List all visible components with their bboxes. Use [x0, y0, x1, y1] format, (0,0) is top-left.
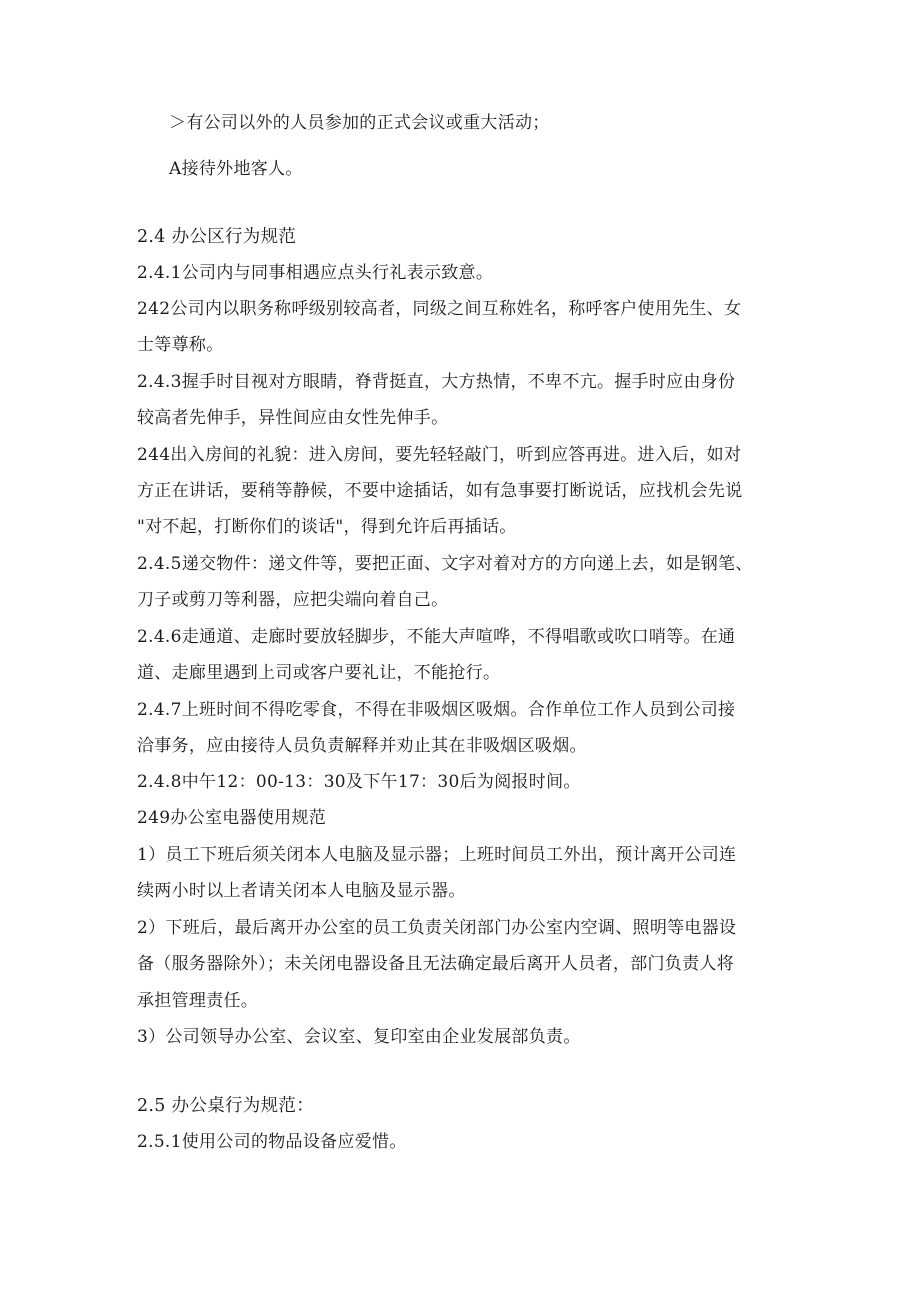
paragraph-line: 道、走廊里遇到上司或客户要礼让，不能抢行。 — [137, 663, 501, 683]
paragraph-line: 2.4.6走通道、走廊时要放轻脚步，不能大声喧哗，不得唱歌或吹口哨等。在通 — [137, 627, 736, 647]
intro-bullet-2: A接待外地客人。 — [169, 159, 303, 179]
paragraph-line: 刀子或剪刀等利器，应把尖端向着自己。 — [137, 590, 449, 610]
paragraph-line: 备（服务器除外）；未关闭电器设备且无法确定最后离开人员者，部门负责人将 — [137, 954, 734, 974]
paragraph-line: 洽事务，应由接待人员负责解释并劝止其在非吸烟区吸烟。 — [137, 736, 587, 756]
paragraph-line: "对不起，打断你们的谈话"，得到允许后再插话。 — [137, 517, 517, 537]
paragraph-line: 2.4.5递交物件：递文件等，要把正面、文字对着对方的方向递上去，如是钢笔、 — [137, 554, 753, 574]
paragraph-line: 2.4.7上班时间不得吃零食，不得在非吸烟区吸烟。合作单位工作人员到公司接 — [137, 700, 736, 720]
paragraph-line: 1）员工下班后须关闭本人电脑及显示器；上班时间员工外出，预计离开公司连 — [137, 845, 737, 865]
paragraph-line: 2.4.3握手时目视对方眼睛，脊背挺直，大方热情，不卑不亢。握手时应由身份 — [137, 372, 736, 392]
paragraph-line: 244出入房间的礼貌：进入房间，要先轻轻敲门，听到应答再进。进入后，如对 — [137, 445, 742, 465]
paragraph-line: 士等尊称。 — [137, 335, 224, 355]
paragraph-line: 3）公司领导办公室、会议室、复印室由企业发展部负责。 — [137, 1027, 581, 1047]
paragraph-line: 249办公室电器使用规范 — [137, 808, 327, 828]
paragraph-line: 2.4.1公司内与同事相遇应点头行礼表示致意。 — [137, 263, 494, 283]
paragraph-line: 承担管理责任。 — [137, 991, 259, 1011]
section-heading-2-4: 2.4 办公区行为规范 — [137, 227, 297, 247]
paragraph-line: 较高者先伸手，异性间应由女性先伸手。 — [137, 408, 449, 428]
section-heading-2-5: 2.5 办公桌行为规范： — [137, 1096, 314, 1116]
paragraph-line: 2.4.8中午12：00-13：30及下午17：30后为阅报时间。 — [137, 772, 581, 792]
paragraph-line: 2）下班后，最后离开办公室的员工负责关闭部门办公室内空调、照明等电器设 — [137, 918, 737, 938]
paragraph-line: 方正在讲话，要稍等静候，不要中途插话，如有急事要打断说话，应找机会先说 — [137, 481, 743, 501]
paragraph-line: 242公司内以职务称呼级别较高者，同级之间互称姓名，称呼客户使用先生、女 — [137, 299, 742, 319]
intro-bullet-1: ＞有公司以外的人员参加的正式会议或重大活动； — [169, 113, 550, 133]
paragraph-line: 2.5.1使用公司的物品设备应爱惜。 — [137, 1132, 407, 1152]
paragraph-line: 续两小时以上者请关闭本人电脑及显示器。 — [137, 881, 466, 901]
